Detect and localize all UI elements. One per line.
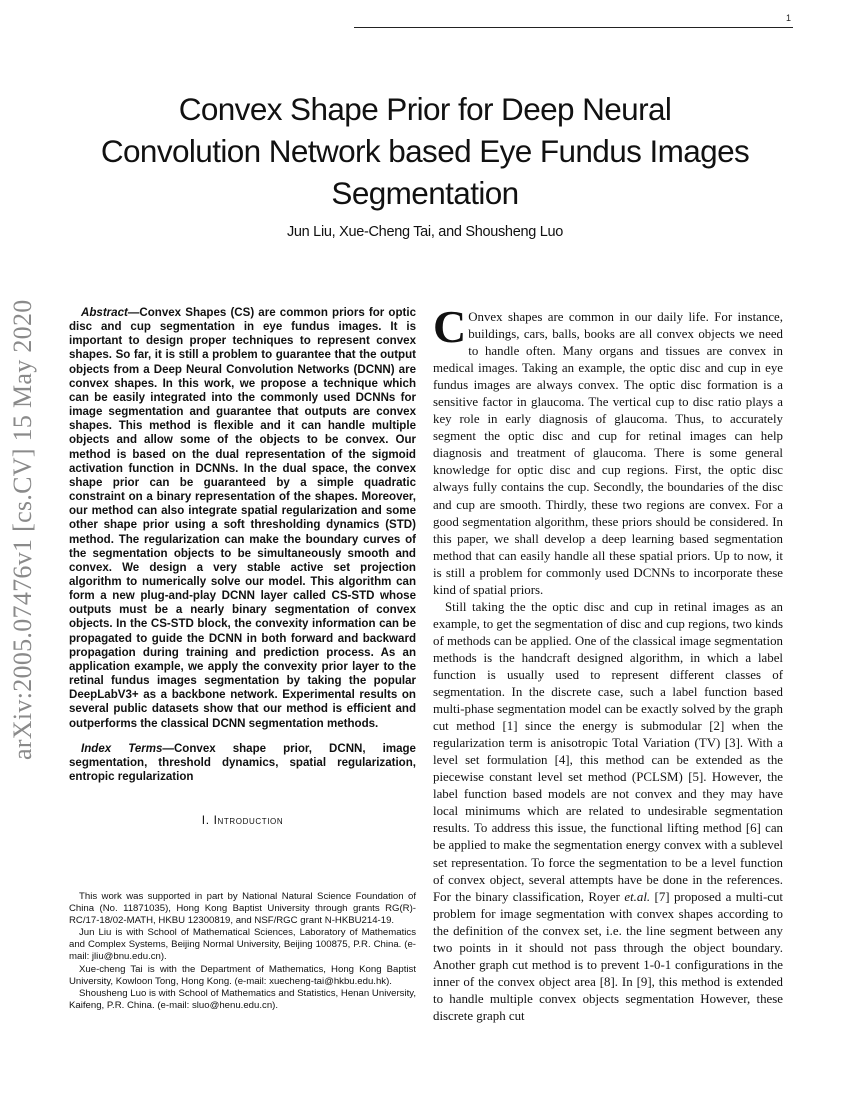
title-line: Segmentation: [331, 175, 519, 211]
intro-paragraph-2-text-cont: [7] proposed a multi-cut problem for image segmentation with convex shapes according to the definition of the convex set, i.e. the line segment between any two points in it should not pass through the object boundary. Another graph cut method is to prevent 1-0-1 configurations in the inner of the convex object area [8]. In [9], this method is extended to handle multiple convex objects segmentation However, these discrete graph cut: [433, 889, 783, 1023]
abstract: Abstract—Convex Shapes (CS) are common priors for optic disc and cup segmentation in eye fundus images. It is important to design proper techniques to represent convex shapes. So far, it is still a problem to guarantee that the output objects from a Deep Neural Convolution Networks (DCNN) are convex shapes. In this work, we propose a technique which can be easily integrated into the commonly used DCNNs for image segmentation and guarantee that outputs are convex shapes. This method is flexible and it can handle multiple objects and allow some of the objects to be convex. Our method is based on the dual representation of the sigmoid activation function in DCNNs. In the dual space, the convex shape prior can be guaranteed by a simple quadratic constraint on a binary representation of the shapes. Moreover, our method can also integrate spatial regularization and some other shape prior using a soft thresholding dynamics (STD) method. The regularization can make the boundary curves of the segmentation objects to be simultaneously smooth and convex. We design a very stable active set projection algorithm to numerically solve our model. This algorithm can form a new plug-and-play DCNN layer called CS-STD whose outputs must be a nearly binary segmentation of convex objects. In the CS-STD block, the convexity information can be propagated to guide the DCNN in both forward and backward propagation during training and prediction process. As an application example, we apply the convexity prior layer to the retinal fundus images segmentation by taking the popular DeepLabV3+ as a backbone network. Experimental results on several public datasets show that our method is efficient and outperforms the classical DCNN segmentation methods.: [69, 307, 416, 730]
page-number: 1: [786, 13, 792, 23]
footnote-affiliation: Jun Liu is with School of Mathematical Sciences, Laboratory of Mathematics and Complex Systems, Beijing Normal University, Beijing 100875, P.R. China. (e-mail: jliu@bnu.edu.cn).: [69, 927, 416, 963]
arxiv-identifier-stamp: arXiv:2005.07476v1 [cs.CV] 15 May 2020: [8, 299, 37, 760]
footnote-funding: This work was supported in part by National Natural Science Foundation of China (No. 11871035), Hong Kong Baptist University through grants RG(R)-RC/17-18/02-MATH, HKBU 12300819, and NSF/RGC grant N-HKBU214-19.: [69, 891, 416, 927]
author-list: Jun Liu, Xue-Cheng Tai, and Shousheng Luo: [286, 224, 564, 240]
header-rule: [354, 27, 793, 28]
index-terms-label: Index Terms: [81, 742, 163, 755]
title-line: Convolution Network based Eye Fundus Images: [100, 133, 750, 169]
left-column: [69, 306, 416, 827]
paper-title: [40, 88, 810, 214]
intro-paragraph-1: [433, 301, 783, 599]
section-number: I.: [201, 813, 210, 828]
title-line: Convex Shape Prior for Deep Neural: [178, 91, 672, 127]
et-al: et.al.: [624, 889, 651, 904]
intro-paragraph-2-text: Still taking the the optic disc and cup in retinal images as an example, to get the segmentation of disc and cup regions, two kinds of methods can be applied. One of the classical image segmentation methods is the handcraft designed algorithm, in which a label function is usually used to represent different classes of segmentation. In the discrete case, such a label function based multi-phase segmentation model can be exactly solved by the graph cut method [1] since the energy is submodular [2] when the regularization term is anisotropic Total Variation (TV) [3]. With a level set formulation [4], this method can be extended as the piecewise constant level set method (PCLSM) [5]. However, the label function based models are not convex and they may have local minimums which are related to undesirable segmentation results. To address this issue, the functional lifting method [6] can be applied to make the segmentation energy convex with a sublevel set representation. To force the segmentation to be a level function of convex object, several attempts have be done in the references. For the binary classification, Royer: [433, 599, 783, 904]
footnotes: [69, 891, 416, 1012]
footnote-affiliation: Xue-cheng Tai is with the Department of Mathematics, Hong Kong Baptist University, Kowloon Tong, Hong Kong. (e-mail: xuecheng-tai@hkbu.edu.hk).: [69, 963, 416, 987]
abstract-label: Abstract: [81, 307, 128, 319]
right-column: [433, 301, 783, 1025]
section-heading-introduction: [69, 813, 416, 827]
abstract-text: Convex Shapes (CS) are common priors for optic disc and cup segmentation in eye fundus images. It is important to design proper techniques to represent convex shapes. So far, it is still a problem to guarantee that the output objects from a Deep Neural Convolution Networks (DCNN) are convex shapes. In this work, we propose a technique which can be easily integrated into the commonly used DCNNs for image segmentation and guarantee that outputs are convex shapes. This method is flexible and it can handle multiple objects and allow some of the objects to be convex. Our method is based on the dual representation of the sigmoid activation function in DCNNs. In the dual space, the convex shape prior can be guaranteed by a simple quadratic constraint on a binary representation of the shapes. Moreover, our method can also integrate spatial regularization and some other shape prior using a soft thresholding dynamics (STD) method. The regularization can make the boundary curves of the segmentation objects to be simultaneously smooth and convex. We design a very stable active set projection algorithm to numerically solve our model. This algorithm can form a new plug-and-play DCNN layer called CS-STD whose outputs must be a nearly binary segmentation of convex objects. In the CS-STD block, the convexity information can be propagated to guide the DCNN in both forward and backward propagation during training and prediction process. As an application example, we apply the convexity prior layer to the retinal fundus images segmentation by taking the popular DeepLabV3+ as a backbone network. Experimental results on several public datasets show that our method is efficient and outperforms the classical DCNN segmentation methods.: [69, 307, 416, 730]
index-terms: Index Terms—Convex shape prior, DCNN, image segmentation, threshold dynamics, spatial regularization, entropic regularization: [69, 742, 416, 783]
index-terms-text: Convex shape prior, DCNN, image segmentation, threshold dynamics, spatial regularization, entropic regularization: [69, 742, 416, 783]
drop-cap: C: [433, 301, 467, 352]
section-title: Introduction: [213, 813, 284, 828]
footnote-affiliation: Shousheng Luo is with School of Mathematics and Statistics, Henan University, Kaifeng, P.R. China. (e-mail: sluo@henu.edu.cn).: [69, 987, 416, 1011]
intro-paragraph-1-text: Onvex shapes are common in our daily life. For instance, buildings, cars, balls, books are all convex objects we need to handle often. Many organs and tissues are convex in medical images. Taking an example, the optic disc and cup in eye fundus images are always convex. The optic disc formation is a sensitive factor in glaucoma. The vertical cup to disc ratio plays a key role in early diagnosis of glaucoma. Thus, to accurately segment the optic disc and cup for retinal images can help diagnosis and treatment of glaucoma. There is some general knowledge for optic disc and cup regions. First, the optic disc always fully contains the cup. Secondly, the boundaries of the disc and cup are smooth. Thirdly, these two regions are convex. For a good segmentation algorithm, these priors should be considered. In this paper, we shall develop a deep learning based segmentation method that can easily handle all these spatial priors. Up to now, it is still a problem for commonly used DCNNs to incorporate these kind of spatial priors.: [433, 310, 783, 597]
intro-paragraph-2: [433, 599, 783, 1025]
